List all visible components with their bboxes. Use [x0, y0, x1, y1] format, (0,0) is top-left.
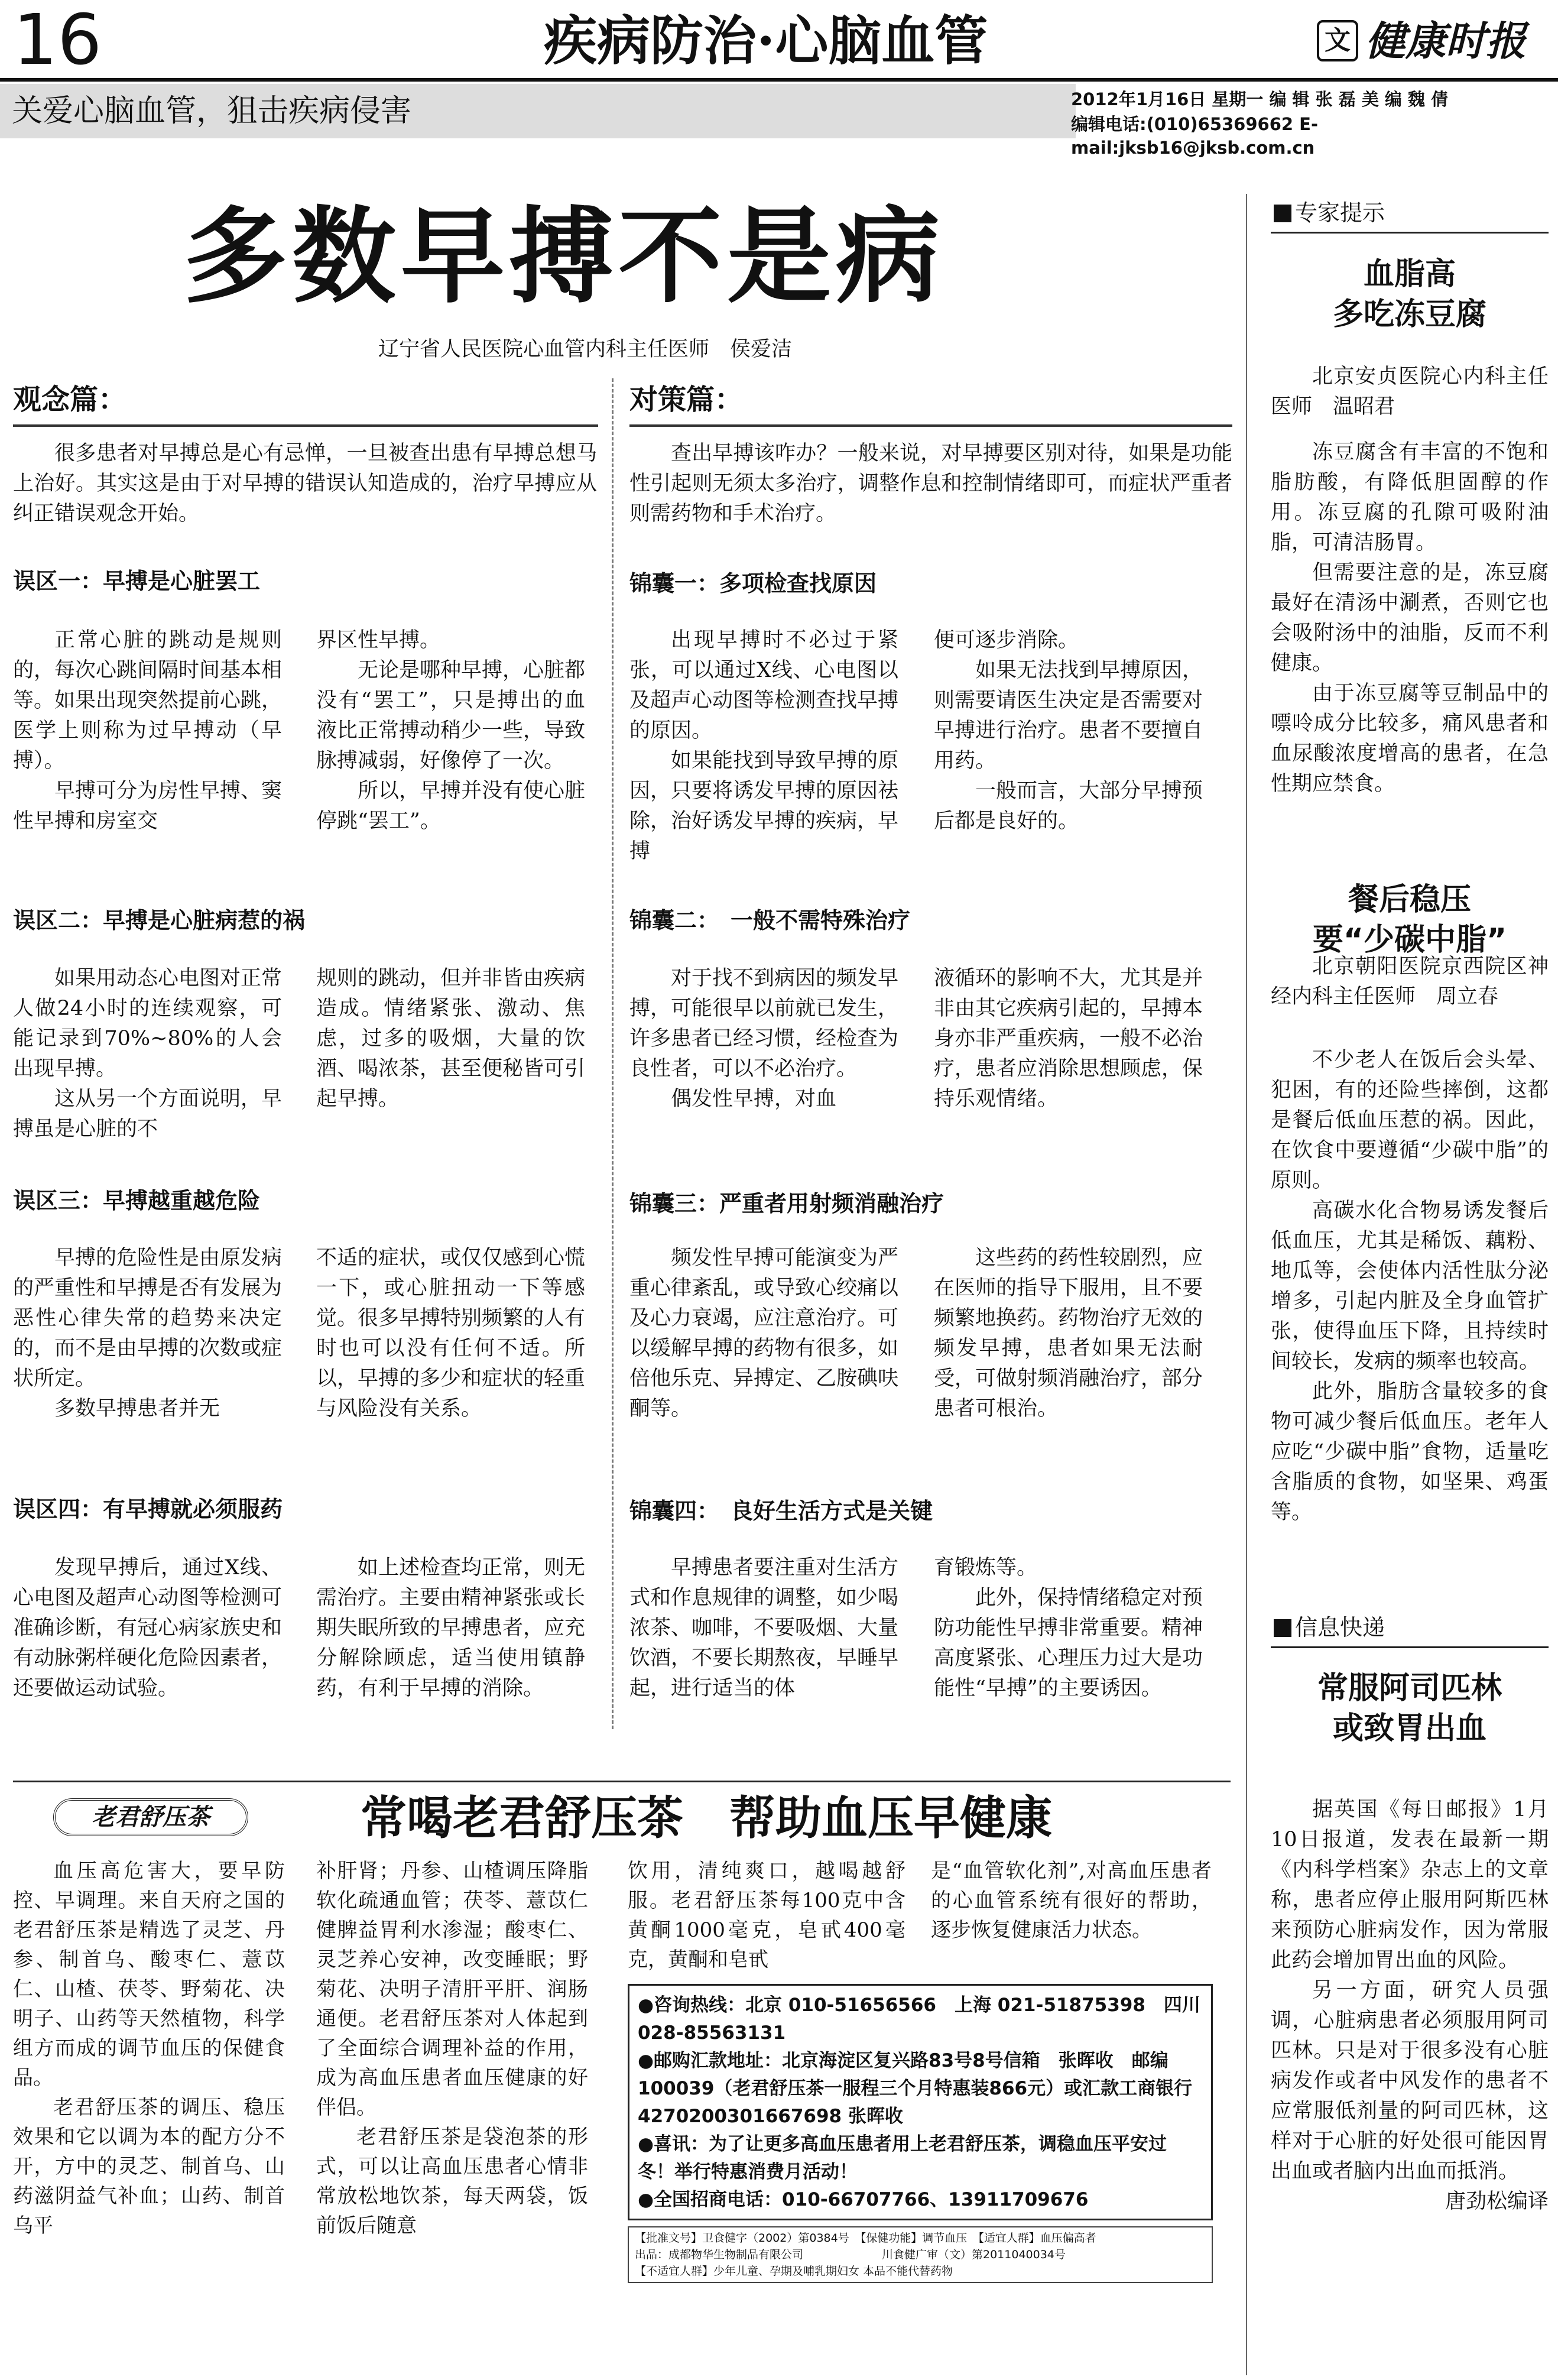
sidebar-article1-title — [1271, 254, 1549, 335]
paragraph: 液循环的影响不大，尤其是并非由其它疾病引起的，早搏本身亦非严重疾病，一般不必治疗，患者应消除思想顾虑，保持乐观情绪。 — [934, 967, 1203, 1111]
paragraph: 补肝肾；丹参、山楂调压降脂软化疏通血管；茯苓、薏苡仁健脾益胃利水渗湿；酸枣仁、灵芝养心安神，改变睡眠；野菊花、决明子清肝平肝、润肠通便。老君舒压茶对人体起到了全面综合调理补益的作用，成为高血压患者血压健康的好伴侣。 — [316, 1859, 588, 2119]
paragraph: 育锻炼等。 — [934, 1556, 1038, 1580]
news-tag-rule — [1271, 1646, 1549, 1648]
sidebar-article3-title — [1271, 1668, 1549, 1749]
slogan: 关爱心脑血管，狙击疾病侵害 — [12, 93, 412, 129]
manufacturer-info: 出品：成都物华生物制品有限公司 川食健广审（文）第2011040034号 — [635, 2248, 1066, 2261]
strategy-intro-text: 查出早搏该咋办？一般来说，对早搏要区别对待，如果是功能性引起则无须太多治疗，调整作息和控制情绪即可，而症状严重者则需药物和手术治疗。 — [629, 442, 1232, 526]
tip-1-title: 锦囊一：多项检查找原因 — [629, 570, 877, 596]
brand-name: 健康时报 — [1365, 18, 1527, 65]
paragraph: 这些药的药性较剧烈，应在医师的指导下服用，且不要频繁地换药。药物治疗无效的频发早搏，患者如果无法耐受，可做射频消融治疗，部分患者可根治。 — [934, 1246, 1203, 1421]
paragraph: 规则的跳动，但并非皆由疾病造成。情绪紧张、激动、焦虑，过多的吸烟，大量的饮酒、喝浓茶，甚至便秘皆可引起早搏。 — [316, 967, 586, 1111]
paragraph: 多数早搏患者并无 — [54, 1397, 220, 1421]
strategy-intro — [629, 439, 1232, 529]
title-line: 血脂高 — [1363, 257, 1456, 292]
strategy-section-title: 对策篇： — [629, 383, 744, 416]
tip-1-col2 — [934, 625, 1203, 836]
paragraph: 偶发性早搏，对血 — [671, 1087, 837, 1111]
sidebar-article2-author — [1271, 952, 1549, 1012]
square-bullet-icon — [1274, 1619, 1291, 1637]
header-rule — [0, 78, 1558, 82]
paragraph: 饮用，清纯爽口，越喝越舒服。老君舒压茶每100克中含黄酮1000毫克，皂甙400毫克，黄酮和皂甙 — [628, 1859, 905, 1972]
tip-4-col1 — [629, 1553, 898, 1704]
sidebar-article2-title — [1271, 880, 1549, 960]
news-tag-label: 信息快递 — [1295, 1614, 1385, 1640]
sidebar-article1-body — [1271, 437, 1549, 799]
ad-contact-box — [628, 1984, 1213, 2220]
paragraph: 界区性早搏。 — [316, 628, 441, 652]
paragraph: 高碳水化合物易诱发餐后低血压，尤其是稀饭、藕粉、地瓜等，会使体内活性肽分泌增多，引起内脏及全身血管扩张，使得血压下降，且持续时间较长，发病的频率也较高。 — [1271, 1199, 1549, 1373]
brand-mark-icon: 文 — [1317, 20, 1358, 61]
paragraph: 如果用动态心电图对正常人做24小时的连续观察，可能记录到70%~80%的人会出现早搏。 — [13, 967, 283, 1081]
paragraph: 正常心脏的跳动是规则的，每次心跳间隔时间基本相等。如果出现突然提前心跳，医学上则称为过早搏动（早搏）。 — [13, 628, 283, 773]
brand-logo — [1317, 17, 1553, 70]
tip-3-col2 — [934, 1243, 1203, 1424]
myth-1-col2 — [316, 625, 585, 836]
headline: 多数早搏不是病 — [183, 196, 945, 317]
franchise-phone: ●全国招商电话：010-66707766、13911709676 — [638, 2189, 1089, 2210]
title-line: 要“少碳中脂” — [1312, 922, 1507, 958]
paragraph: 老君舒压茶是袋泡茶的形式，可以让高血压患者心情非常放松地饮茶，每天两袋，饭前饭后随意 — [316, 2125, 588, 2238]
paragraph: 据英国《每日邮报》1月10日报道，发表在最新一期《内科学档案》杂志上的文章称，患者应停止服用阿斯匹林来预防心脏病发作，因为常服此药会增加胃出血的风险。 — [1271, 1798, 1549, 1972]
paragraph: 频发性早搏可能演变为严重心律紊乱，或导致心绞痛以及心力衰竭，应注意治疗。可以缓解早搏的药物有很多，如倍他乐克、异搏定、乙胺碘呋酮等。 — [629, 1246, 899, 1421]
paragraph: 老君舒压茶的调压、稳压效果和它以调为本的配方分不开，方中的灵芝、制首乌、山药滋阴益气补血；山药、制首乌平 — [13, 2096, 285, 2238]
concept-rule — [13, 424, 598, 427]
sidebar-article1-author — [1271, 362, 1549, 422]
section-title: 疾病防治·心脑血管 — [544, 9, 988, 72]
paragraph: 这从另一个方面说明，早搏虽是心脏的不 — [13, 1087, 283, 1141]
tip-3-col1 — [629, 1243, 898, 1424]
paragraph: 血压高危害大，要早防控、早调理。来自天府之国的老君舒压茶是精选了灵芝、丹参、制首乌、酸枣仁、薏苡仁、山楂、茯苓、野菊花、决明子、山药等天然植物，科学组方而成的调节血压的保健食品。 — [13, 1859, 285, 2090]
paragraph: 对于找不到病因的频发早搏，可能很早以前就已发生，许多患者已经习惯，经检查为良性者，可以不必治疗。 — [629, 967, 899, 1081]
ad-col1 — [13, 1856, 285, 2240]
paragraph: 另一方面，研究人员强调，心脏病患者必须服用阿司匹林。只是对于很多没有心脏病发作或者中风发作的患者不应常服低剂量的阿司匹林，这样对于心脏的好处很可能因胃出血或者脑内出血而抵消。 — [1271, 1979, 1549, 2183]
paragraph: 此外，脂肪含量较多的食物可减少餐后低血压。老年人应吃“少碳中脂”食物，适量吃含脂质的食物，如坚果、鸡蛋等。 — [1271, 1380, 1549, 1524]
ad-logo — [53, 1798, 248, 1836]
paragraph: 冻豆腐含有丰富的不饱和脂肪酸，有降低胆固醇的作用。冻豆腐的孔隙可吸附油脂，可清洁肠胃。 — [1271, 440, 1549, 555]
expert-tag-rule — [1271, 232, 1549, 234]
paragraph: 不适的症状，或仅仅感到心慌一下，或心脏扭动一下等感觉。很多早搏特别频繁的人有时也可以没有任何不适。所以，早搏的多少和症状的轻重与风险没有关系。 — [316, 1246, 586, 1421]
paragraph: 由于冻豆腐等豆制品中的嘌呤成分比较多，痛风患者和血尿酸浓度增高的患者，在急性期应禁食。 — [1271, 682, 1549, 796]
expert-tag — [1274, 197, 1385, 228]
ad-headline: 常喝老君舒压茶 帮助血压早健康 — [361, 1791, 1053, 1845]
paragraph: 早搏的危险性是由原发病的严重性和早搏是否有发展为恶性心律失常的趋势来决定的，而不是由早搏的次数或症状所定。 — [13, 1246, 283, 1390]
sidebar-article3-body — [1271, 1795, 1549, 2217]
byline: 辽宁省人民医院心血管内科主任医师 侯爱洁 — [378, 338, 793, 361]
ad-col3 — [628, 1856, 905, 1974]
unsuitable-groups: 【不适宜人群】少年儿童、孕期及哺乳期妇女 本品不能代替药物 — [635, 2265, 953, 2278]
sidebar-article2-body — [1271, 1045, 1549, 1528]
ad-col4 — [931, 1856, 1212, 1945]
concept-section-title: 观念篇： — [13, 383, 127, 416]
paragraph: 所以，早搏并没有使心脏停跳“罢工”。 — [316, 779, 586, 833]
myth-3-title: 误区三：早搏越重越危险 — [13, 1188, 261, 1214]
ad-top-rule — [13, 1781, 1231, 1782]
myth-2-col2 — [316, 964, 585, 1114]
tip-4-title: 锦囊四： 良好生活方式是关键 — [629, 1498, 933, 1524]
expert-tag-label: 专家提示 — [1295, 200, 1385, 226]
myth-4-title: 误区四：有早搏就必须服药 — [13, 1496, 283, 1522]
author: 北京朝阳医院京西院区神经内科主任医师 周立春 — [1271, 955, 1549, 1009]
tip-4-col2 — [934, 1553, 1203, 1704]
myth-3-col2 — [316, 1243, 585, 1424]
myth-4-col1 — [13, 1553, 282, 1704]
title-line: 或致胃出血 — [1332, 1711, 1486, 1746]
myth-1-title: 误区一：早搏是心脏罢工 — [13, 568, 261, 594]
main-sidebar-divider — [1246, 194, 1247, 2375]
title-line: 常服阿司匹林 — [1317, 1671, 1502, 1706]
tip-2-title: 锦囊二： 一般不需特殊治疗 — [629, 907, 911, 933]
news-tag — [1274, 1612, 1385, 1643]
ad-logo-text: 老君舒压茶 — [92, 1803, 210, 1831]
paragraph: 但需要注意的是，冻豆腐最好在清汤中涮煮，否则它也会吸附汤中的油脂，反而不利健康。 — [1271, 561, 1549, 675]
myth-1-col1 — [13, 625, 282, 836]
mail-order-address: ●邮购汇款地址：北京海淀区复兴路83号8号信箱 张晖收 邮编100039（老君舒压茶一服程三个月特惠装866元）或汇款工商银行4270200301667698 张晖收 — [638, 2050, 1193, 2127]
concept-intro-text: 很多患者对早搏总是心有忌惮，一旦被查出患有早搏总想马上治好。其实这是由于对早搏的错误认知造成的，治疗早搏应从纠正错误观念开始。 — [13, 442, 597, 526]
paragraph: 发现早搏后，通过X线、心电图及超声心动图等检测可准确诊断，有冠心病家族史和有动脉粥样硬化危险因素者，还要做运动试验。 — [13, 1556, 283, 1700]
column-divider — [612, 378, 614, 1729]
paragraph: 不少老人在饭后会头晕、犯困，有的还险些摔倒，这都是餐后低血压惹的祸。因此，在饮食中要遵循“少碳中脂”的原则。 — [1271, 1048, 1549, 1192]
editor-credit: 唐劲松编译 — [1445, 2190, 1549, 2213]
paragraph: 如果能找到导致早搏的原因，只要将诱发早搏的原因祛除，治好诱发早搏的疾病，早搏 — [629, 749, 899, 863]
concept-intro — [13, 439, 597, 529]
strategy-rule — [629, 424, 1232, 427]
myth-2-col1 — [13, 964, 282, 1144]
ad-fine-print — [628, 2226, 1213, 2283]
tip-3-title: 锦囊三：严重者用射频消融治疗 — [629, 1191, 944, 1217]
title-line: 多吃冻豆腐 — [1332, 297, 1486, 332]
hotline: ●咨询热线：北京 010-51656566 上海 021-51875398 四川028-85563131 — [638, 1995, 1200, 2044]
paragraph: 无论是哪种早搏，心脏都没有“罢工”，只是搏出的血液比正常搏动稍少一些，导致脉搏减弱，好像停了一次。 — [316, 659, 586, 773]
approval-info: 【批准文号】卫食健字（2002）第0384号 【保健功能】调节血压 【适宜人群】血压偏高者 — [635, 2232, 1096, 2245]
paragraph: 是“血管软化剂”,对高血压患者的心血管系统有很好的帮助，逐步恢复健康活力状态。 — [931, 1859, 1212, 1942]
myth-2-title: 误区二：早搏是心脏病惹的祸 — [13, 907, 306, 933]
paragraph: 便可逐步消除。 — [934, 628, 1079, 652]
title-line: 餐后稳压 — [1348, 882, 1471, 917]
square-bullet-icon — [1274, 205, 1291, 222]
author: 北京安贞医院心内科主任医师 温昭君 — [1271, 365, 1549, 419]
page-number: 16 — [13, 0, 102, 80]
paragraph: 如果无法找到早搏原因，则需要请医生决定是否需要对早搏进行治疗。患者不要擅自用药。 — [934, 659, 1203, 773]
paragraph: 早搏患者要注重对生活方式和作息规律的调整，如少喝浓茶、咖啡，不要吸烟、大量饮酒，不要长期熬夜，早睡早起，进行适当的体 — [629, 1556, 899, 1700]
myth-3-col1 — [13, 1243, 282, 1424]
paragraph: 出现早搏时不必过于紧张，可以通过X线、心电图以及超声心动图等检测查找早搏的原因。 — [629, 628, 899, 742]
date-editors: 2012年1月16日 星期一 编 辑 张 磊 美 编 魏 倩 — [1071, 89, 1449, 109]
tip-1-col1 — [629, 625, 898, 867]
paragraph: 如上述检查均正常，则无需治疗。主要由精神紧张或长期失眠所致的早搏患者，应充分解除顾虑，适当使用镇静药，有利于早搏的消除。 — [316, 1556, 586, 1700]
paragraph: 早搏可分为房性早搏、窦性早搏和房室交 — [13, 779, 283, 833]
editor-contact: 编辑电话:(010)65369662 E-mail:jksb16@jksb.com.cn — [1071, 114, 1319, 158]
ad-col2 — [316, 1856, 588, 2240]
paragraph: 此外，保持情绪稳定对预防功能性早搏非常重要。精神高度紧张、心理压力过大是功能性“早搏”的主要诱因。 — [934, 1586, 1203, 1700]
myth-4-col2 — [316, 1553, 585, 1704]
tip-2-col1 — [629, 964, 898, 1114]
promotion-notice: ●喜讯：为了让更多高血压患者用上老君舒压茶，调稳血压平安过冬！举行特惠消费月活动！ — [638, 2133, 1167, 2183]
paragraph: 一般而言，大部分早搏预后都是良好的。 — [934, 779, 1203, 833]
tip-2-col2 — [934, 964, 1203, 1114]
